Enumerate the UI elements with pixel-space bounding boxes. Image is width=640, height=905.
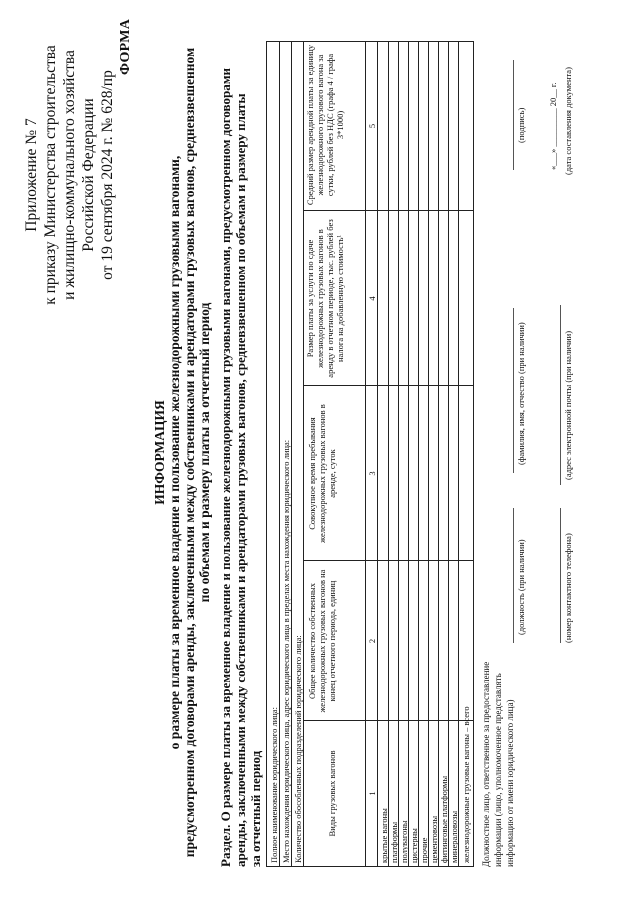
col-header-rent-time: Совокупное время пребывания железнодорожных грузовых вагонов в аренде, суток — [307, 404, 337, 543]
appendix-line: Российской Федерации — [80, 98, 97, 252]
col-header-rent-payment: Размер платы за услуги по сдаче железнодорожных грузовых вагонов в аренду в отчетном периоде, тыс. рублей без налога на добавленную стоимость¹ — [305, 219, 345, 378]
section-heading — [218, 37, 263, 867]
official-line: информации (лицо, уполномоченное представлять — [493, 673, 503, 867]
name-line — [513, 308, 514, 473]
col-number: 3 — [367, 471, 377, 476]
col-header-avg-rate: Средний размер арендной платы за единицу железнодорожного грузового вагона за сутки, рублей без НДС (графа 4 / графа 3*1000) — [305, 44, 345, 206]
heading-line: о размере платы за временное владение и пользование железнодорожными грузовыми вагонами, — [167, 155, 182, 750]
appendix-line: к приказу Министерства строительства — [42, 45, 59, 305]
email-line — [560, 305, 561, 485]
appendix-line: от 19 сентября 2024 г. № 628/пр — [99, 70, 116, 280]
caption-phone: (номер контактного телефона) — [563, 533, 573, 643]
table-row-label: цистерны — [409, 828, 419, 863]
col-number: 2 — [367, 638, 377, 644]
table-row-label: прочие — [419, 837, 429, 863]
phone-line — [560, 508, 561, 643]
caption-email: (адрес электронной почты (при наличии) — [563, 330, 573, 480]
official-line: Должностное лицо, ответственное за предоставление — [481, 661, 491, 867]
official-line: информацию от имени юридического лица) — [505, 699, 515, 867]
appendix-line: и жилищно-коммунального хозяйства — [61, 50, 78, 300]
info-row-branches: Количество обособленных подразделений юридического лица: — [293, 635, 303, 863]
table-row-label-total: железнодорожные грузовые вагоны – всего — [461, 706, 471, 863]
caption-name: (фамилия, имя, отчество (при наличии) — [516, 322, 526, 465]
heading-line: по объемам и размеру платы за отчетный период — [197, 302, 212, 603]
caption-signature: (подпись) — [516, 107, 526, 143]
position-line — [513, 508, 514, 643]
document-heading — [152, 40, 212, 865]
official-block — [480, 662, 516, 867]
section-line: Раздел. О размере платы за временное владение и пользование железнодорожными грузовыми вагонами, предусмотренном договорами — [218, 67, 233, 867]
table-row-label: полувагоны — [399, 820, 409, 863]
caption-position: (должность (при наличии) — [516, 539, 526, 635]
col-header-total-count: Общее количество собственных железнодорожных грузовых вагонов на конец отчетного периода, единиц — [307, 569, 337, 713]
info-row-address: Место нахождения юридического лица, адрес юридического лица в пределах места нахождения юридического лица: — [281, 439, 291, 863]
date-line: «___» _________ 20__ г. — [548, 82, 558, 170]
col-number: 5 — [367, 123, 377, 129]
col-number: 1 — [367, 791, 377, 796]
col-header-wagon-types: Виды грузовых вагонов — [327, 750, 337, 837]
table-row-label: минераловозы — [449, 810, 459, 863]
info-row-name: Полное наименование юридического лица: — [269, 707, 279, 863]
signature-line — [513, 60, 514, 170]
form-label: ФОРМА — [118, 18, 133, 75]
table-row-label: фитинговые платформы — [439, 775, 449, 863]
section-line: за отчетный период — [248, 750, 263, 867]
heading-title: ИНФОРМАЦИЯ — [152, 400, 167, 505]
data-table — [266, 41, 474, 867]
section-line: аренды, заключенными между собственниками и арендаторами грузовых вагонов, средневзвешенном по объемам и размеру платы — [233, 93, 248, 867]
table-row-label: крытые вагоны — [379, 808, 389, 863]
appendix-block — [22, 20, 117, 330]
heading-line: предусмотренном договорами аренды, заключенными между собственниками и арендаторами грузовых вагонов, средневзвешенном — [182, 47, 197, 858]
table-row-label: платформы — [389, 821, 399, 863]
appendix-line: Приложение № 7 — [23, 118, 40, 232]
caption-date: (дата составления документа) — [563, 67, 573, 175]
col-number: 4 — [367, 296, 377, 301]
table-row-label: цементовозы — [429, 815, 439, 863]
